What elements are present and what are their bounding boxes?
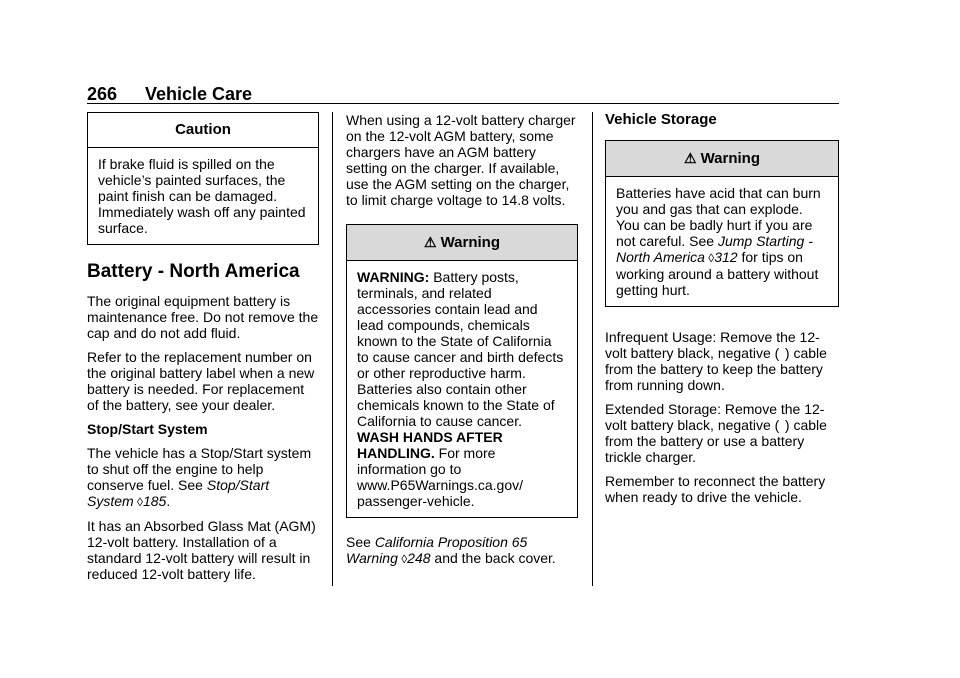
page-reference[interactable]: 185 bbox=[142, 493, 167, 509]
column-3 bbox=[605, 112, 839, 513]
paragraph: When using a 12-volt battery charger on the 12-volt AGM battery, some chargers have an AGM battery setting on the charger. If available, use the AGM setting on the charger, to limit charge voltage to 14.8 volts. bbox=[346, 112, 576, 208]
warning-text-part: for tips on working around a battery without getting hurt. bbox=[616, 249, 819, 298]
cross-reference-link[interactable]: Jump Starting - North America bbox=[616, 233, 813, 265]
column-1 bbox=[87, 112, 319, 590]
warning-body bbox=[606, 177, 838, 306]
warning-body bbox=[347, 261, 577, 517]
paragraph: It has an Absorbed Glass Mat (AGM) 12-volt battery. Installation of a standard 12-volt battery will result in reduced 12-volt battery life. bbox=[87, 518, 316, 582]
page-title: Vehicle Care bbox=[145, 84, 253, 104]
page-arrow-icon: ◊ bbox=[704, 251, 715, 265]
page-reference[interactable]: 312 bbox=[714, 249, 738, 265]
column-divider bbox=[332, 112, 333, 586]
warning-text bbox=[357, 269, 567, 509]
warning-title-row bbox=[347, 225, 577, 261]
page-number: 266 bbox=[87, 84, 118, 104]
subheading: Stop/Start System bbox=[87, 421, 208, 437]
paragraph-text: See bbox=[346, 534, 375, 550]
cross-reference-link[interactable]: Stop/Start System bbox=[87, 477, 270, 509]
page-header bbox=[87, 84, 839, 104]
warning-title: Warning bbox=[440, 234, 500, 251]
warning-box bbox=[605, 140, 839, 307]
warning-text-part: Batteries have acid that can burn you and gas that can explode. You can be badly hurt if you are not careful. See bbox=[616, 185, 821, 249]
paragraph: Extended Storage: Remove the 12-volt battery black, negative ( ) cable from the battery or use a battery trickle charger. bbox=[605, 401, 827, 465]
column-2 bbox=[346, 112, 578, 575]
paragraph-text: The vehicle has a Stop/Start system to shut off the engine to help conserve fuel. See bbox=[87, 445, 312, 493]
caution-text: If brake fluid is spilled on the vehicle’s painted surfaces, the paint finish can be damaged. Immediately wash off any painted surface. bbox=[98, 156, 306, 236]
page-arrow-icon: ◊ bbox=[133, 495, 143, 509]
warning-text bbox=[616, 185, 828, 298]
warning-box bbox=[346, 224, 578, 518]
page-arrow-icon: ◊ bbox=[397, 552, 408, 566]
caution-box bbox=[87, 112, 319, 245]
warning-text-part: For more information go to www.P65Warnings.ca.gov/ passenger-vehicle. bbox=[357, 445, 523, 509]
paragraph: Refer to the replacement number on the original battery label when a new battery is needed. For replacement of the battery, see your dealer. bbox=[87, 349, 315, 413]
paragraph-text: and the back cover. bbox=[430, 550, 556, 566]
paragraph: Infrequent Usage: Remove the 12-volt battery black, negative ( ) cable from the battery to keep the battery from running down. bbox=[605, 329, 827, 393]
warning-lead: WARNING: bbox=[357, 269, 430, 285]
paragraph bbox=[87, 445, 319, 510]
warning-triangle-icon: ⚠ bbox=[424, 234, 437, 250]
page-reference[interactable]: 248 bbox=[407, 550, 431, 566]
warning-text-part: Battery posts, terminals, and related accessories contain lead and lead compounds, chemicals known to the State of California to cause cancer and birth defects or other reproductive harm. Batteries also contain other chemicals known to the State of California to cause cancer. bbox=[357, 269, 564, 429]
section-title: Vehicle Storage bbox=[605, 111, 717, 128]
column-divider bbox=[592, 112, 593, 586]
cross-reference-link[interactable]: California Proposition 65 Warning bbox=[346, 534, 528, 566]
paragraph bbox=[346, 534, 578, 567]
caution-title: Caution bbox=[88, 113, 318, 148]
warning-bold: WASH HANDS AFTER HANDLING. bbox=[357, 429, 503, 461]
warning-title-row bbox=[606, 141, 838, 177]
paragraph: Remember to reconnect the battery when ready to drive the vehicle. bbox=[605, 473, 826, 505]
paragraph-text: . bbox=[166, 493, 171, 509]
section-title: Battery - North America bbox=[87, 261, 300, 282]
caution-body bbox=[88, 148, 318, 244]
warning-title: Warning bbox=[700, 150, 760, 167]
header-rule bbox=[87, 103, 839, 104]
warning-triangle-icon: ⚠ bbox=[684, 150, 697, 166]
paragraph: The original equipment battery is maintenance free. Do not remove the cap and do not add fluid. bbox=[87, 293, 319, 341]
